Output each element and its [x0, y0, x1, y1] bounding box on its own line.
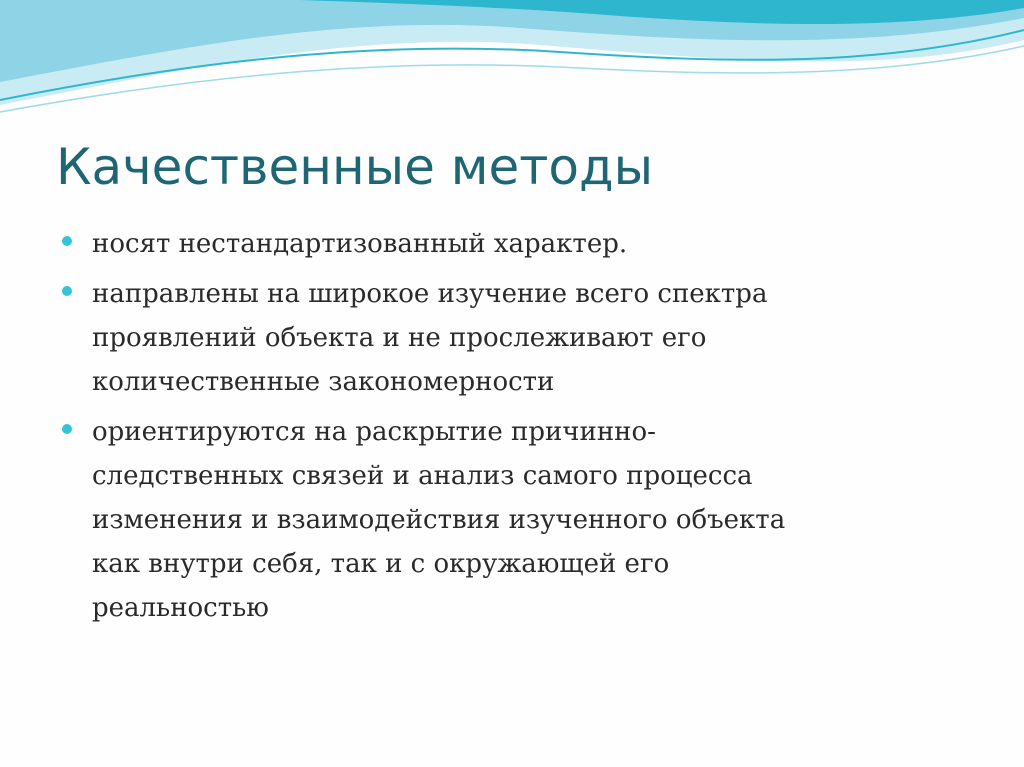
- bullet-item-1: [62, 222, 962, 266]
- decorative-wave-header: [0, 0, 1024, 130]
- bullet-text: ориентируются на раскрытие причинно- следственных связей и анализ самого процесса изменения и взаимодействия изученного объекта как внутри себя, так и с окружающей его реальностью: [92, 417, 786, 623]
- bullet-dot-icon: [62, 236, 72, 246]
- bullet-text: направлены на широкое изучение всего спектра проявлений объекта и не прослеживают его количественные закономерности: [92, 279, 768, 397]
- bullet-text: носят нестандартизованный характер.: [92, 229, 628, 259]
- bullet-list: [62, 222, 962, 636]
- bullet-dot-icon: [62, 286, 72, 296]
- slide-title: Качественные методы: [56, 138, 654, 196]
- bullet-item-3: [62, 410, 962, 630]
- bullet-dot-icon: [62, 424, 72, 434]
- bullet-item-2: [62, 272, 962, 404]
